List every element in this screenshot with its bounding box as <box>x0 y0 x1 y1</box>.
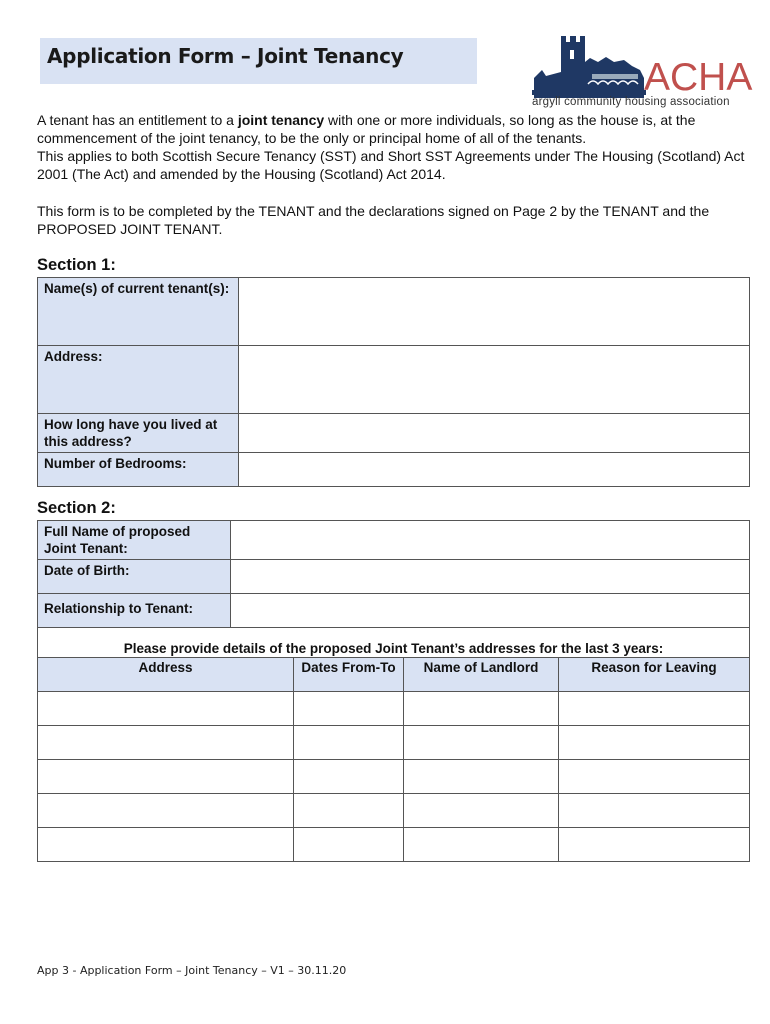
col-address: Address <box>38 658 294 692</box>
address-cell[interactable] <box>38 726 294 760</box>
address-label: Address: <box>38 346 239 414</box>
landlord-cell[interactable] <box>404 726 559 760</box>
current-tenants-field[interactable] <box>239 278 750 346</box>
date-of-birth-label: Date of Birth: <box>38 560 231 594</box>
table-row <box>38 726 750 760</box>
reason-cell[interactable] <box>559 794 750 828</box>
table-row <box>38 828 750 862</box>
dates-cell[interactable] <box>294 828 404 862</box>
intro-bold-term: joint tenancy <box>237 112 325 128</box>
landlord-cell[interactable] <box>404 794 559 828</box>
intro-text-end: with one or more individuals, so long as the house is, at the commencement of the joint tenancy, to be the only or principal home of all of the tenants. <box>37 112 696 146</box>
table-row <box>38 760 750 794</box>
time-at-address-field[interactable] <box>239 414 750 453</box>
title-box <box>40 38 477 84</box>
section-1-table <box>37 277 750 487</box>
dates-cell[interactable] <box>294 692 404 726</box>
landlord-cell[interactable] <box>404 692 559 726</box>
table-row <box>38 794 750 828</box>
reason-cell[interactable] <box>559 760 750 794</box>
address-history-table <box>37 657 750 862</box>
reason-cell[interactable] <box>559 828 750 862</box>
bedrooms-field[interactable] <box>239 453 750 487</box>
joint-tenant-name-field[interactable] <box>231 521 750 560</box>
logo-tagline: argyll community housing association <box>532 96 730 108</box>
dates-cell[interactable] <box>294 760 404 794</box>
logo-wordmark: ACHA <box>644 56 753 99</box>
address-cell[interactable] <box>38 692 294 726</box>
date-of-birth-field[interactable] <box>231 560 750 594</box>
footer-reference: App 3 - Application Form – Joint Tenancy – V1 – 30.11.20 <box>37 964 347 977</box>
section-1-heading: Section 1: <box>37 256 116 274</box>
address-cell[interactable] <box>38 760 294 794</box>
address-cell[interactable] <box>38 828 294 862</box>
table-row <box>38 692 750 726</box>
section-2-table <box>37 520 750 628</box>
col-landlord: Name of Landlord <box>404 658 559 692</box>
reason-cell[interactable] <box>559 692 750 726</box>
dates-cell[interactable] <box>294 726 404 760</box>
relationship-label: Relationship to Tenant: <box>38 594 231 628</box>
time-at-address-label: How long have you lived at this address? <box>38 414 239 453</box>
landlord-cell[interactable] <box>404 828 559 862</box>
addresses-note-row <box>37 623 750 657</box>
address-cell[interactable] <box>38 794 294 828</box>
landlord-cell[interactable] <box>404 760 559 794</box>
intro-act-text: This applies to both Scottish Secure Tenancy (SST) and Short SST Agreements under The Housing (Scotland) Act 2001 (The Act) and amended by the Housing (Scotland) Act 2014. <box>37 148 745 182</box>
intro-paragraph-2: This form is to be completed by the TENANT and the declarations signed on Page 2 by the TENANT and the PROPOSED JOINT TENANT. <box>37 203 710 237</box>
addresses-note: Please provide details of the proposed Joint Tenant’s addresses for the last 3 years: <box>123 641 664 656</box>
dates-cell[interactable] <box>294 794 404 828</box>
col-reason: Reason for Leaving <box>559 658 750 692</box>
joint-tenant-name-label: Full Name of proposed Joint Tenant: <box>38 521 231 560</box>
section-2-heading: Section 2: <box>37 499 116 517</box>
address-field[interactable] <box>239 346 750 414</box>
col-dates: Dates From-To <box>294 658 404 692</box>
page-title: Application Form – Joint Tenancy <box>47 44 404 68</box>
reason-cell[interactable] <box>559 726 750 760</box>
intro-paragraph-1 <box>37 111 747 183</box>
intro-text-start: A tenant has an entitlement to a <box>37 112 238 128</box>
bedrooms-label: Number of Bedrooms: <box>38 453 239 487</box>
current-tenants-label: Name(s) of current tenant(s): <box>38 278 239 346</box>
